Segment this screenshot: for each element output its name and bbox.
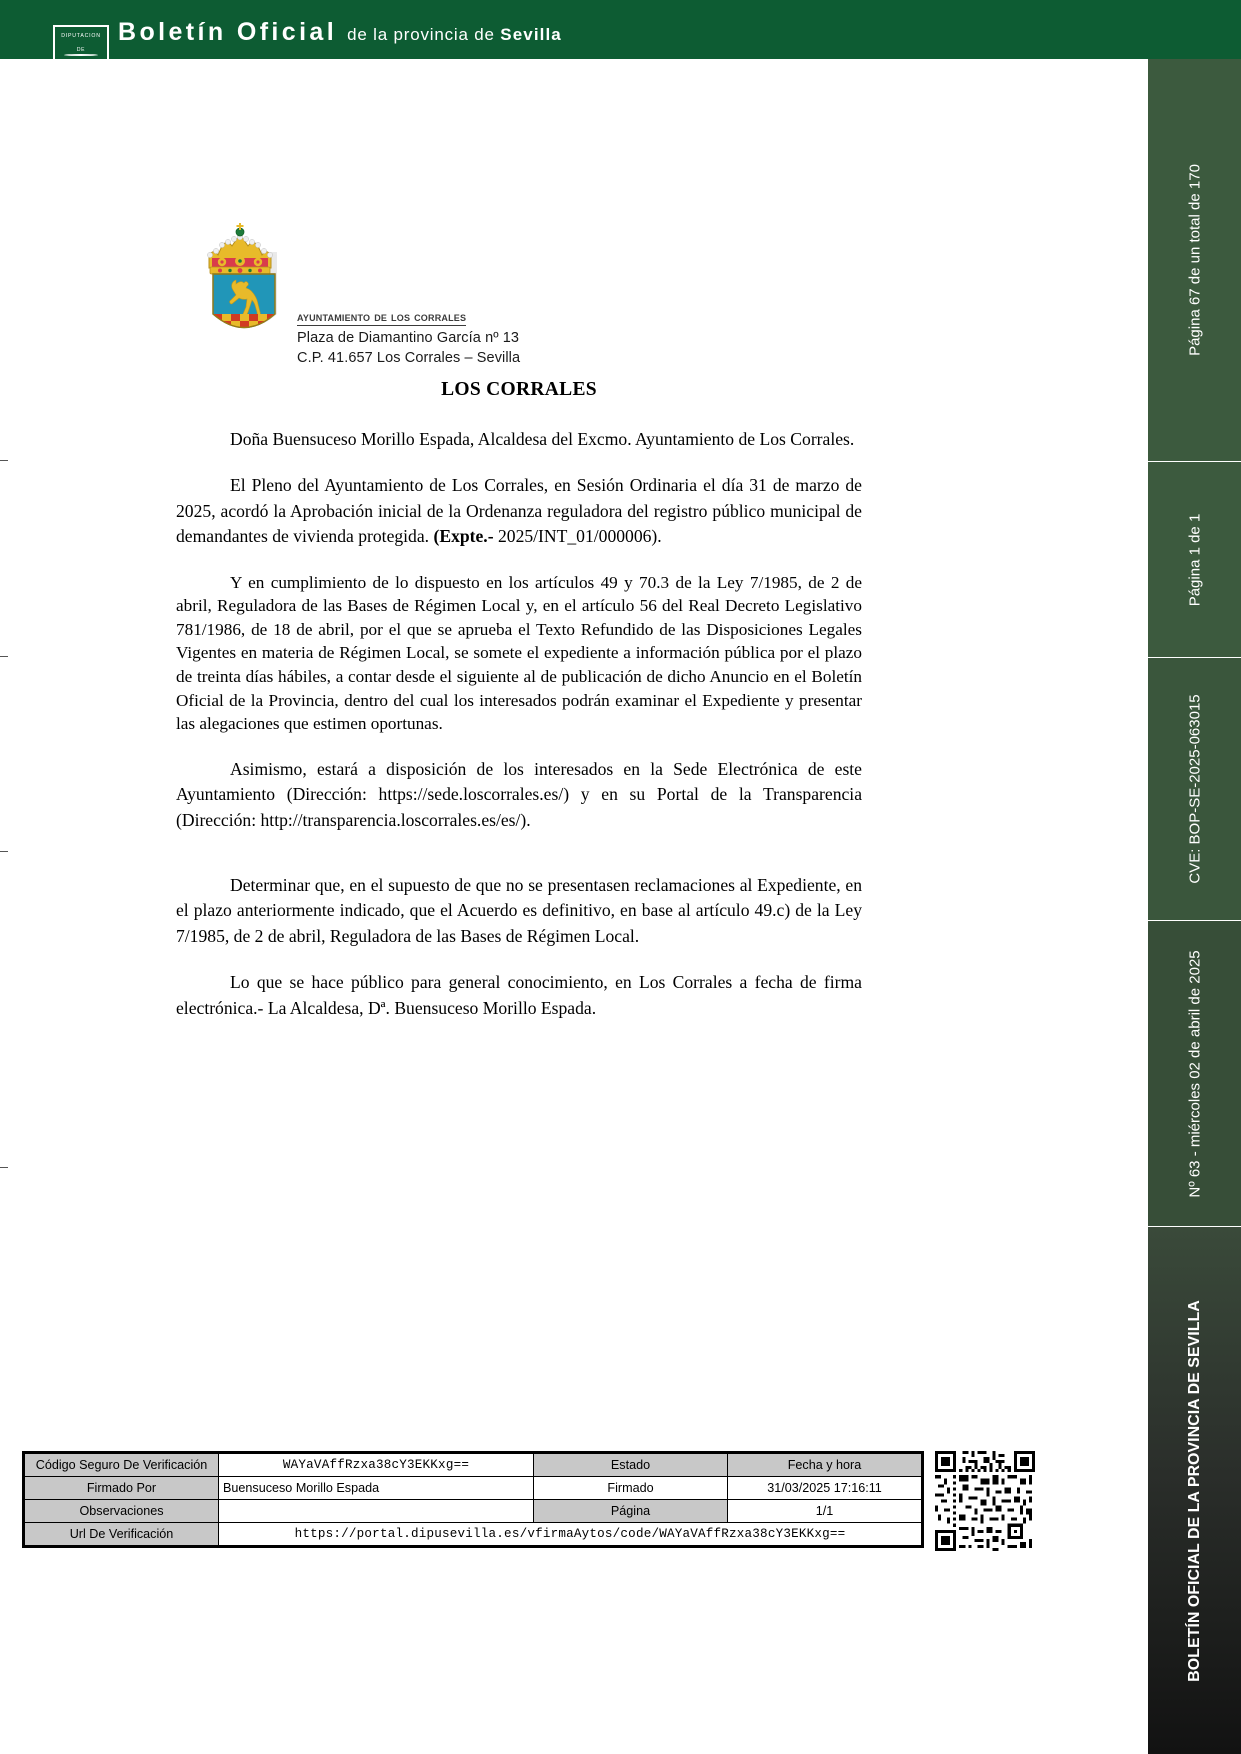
paragraph-determinar: Determinar que, en el supuesto de que no se presentasen reclamaciones al Expediente, en el plazo anteriormente indicado, que el Acuerdo es definitivo, en base al artículo 49.c) de la Ley 7/1985, de 2 de abril, Reguladora de las Bases de Régimen Local. [176,875,862,946]
paragraph-publicacion: Lo que se hace público para general conocimiento, en Los Corrales a fecha de firma electrónica.- La Alcaldesa, Dª. Buensuceso Morillo Espada. [176,972,862,1018]
masthead-banner [0,0,1241,59]
verif-value-estado: Firmado [534,1477,728,1500]
rail-segment-issue-date [1148,921,1241,1226]
verif-label-fecha-hora: Fecha y hora [728,1454,922,1477]
crop-mark-left-1 [0,460,8,461]
verif-value-pagina: 1/1 [728,1500,922,1523]
masthead-subtitle-prefix: de la provincia de [347,25,501,44]
page-title: LOS CORRALES [441,379,597,400]
rail-segment-cve [1148,658,1241,920]
verif-label-csv: Código Seguro De Verificación [25,1454,219,1477]
expediente-rest: 2025/INT_01/000006). [493,526,662,547]
masthead-title: Boletín Oficial [118,18,338,46]
crop-mark-left-4 [0,1167,8,1168]
verification-table [22,1451,924,1548]
page-side-rail [1148,59,1241,1754]
crop-mark-left-3 [0,851,8,852]
letterhead-address-line-1: Plaza de Diamantino García nº 13 [297,330,520,346]
verif-label-url: Url De Verificación [25,1523,219,1546]
rail-text-issue-date: Nº 63 - miércoles 02 de abril de 2025 [1186,949,1203,1198]
rail-segment-page-number [1148,462,1241,657]
letterhead-text-block [297,308,520,366]
table-row [25,1523,922,1546]
expediente-bold: (Expte.- [433,526,494,547]
rail-text-page-of-total: Página 67 de un total de 170 [1186,164,1203,356]
verif-value-observaciones [219,1500,534,1523]
shield-part [213,274,276,342]
logo-de-text: DE [76,47,86,53]
letterhead-address-line-2: C.P. 41.657 Los Corrales – Sevilla [297,350,521,366]
document-content [176,379,862,1042]
coat-of-arms-icon [196,222,284,342]
verif-value-csv: WAYaVAffRzxa38cY3EKKxg== [219,1454,534,1477]
logo-divider [64,54,98,56]
verif-label-firmado-por: Firmado Por [25,1477,219,1500]
verif-value-url[interactable]: https://portal.dipusevilla.es/vfirmaAytos/code/WAYaVAffRzxa38cY3EKKxg== [219,1523,922,1546]
table-row [25,1477,922,1500]
paragraph-acuerdo-text: El Pleno del Ayuntamiento de Los Corrales, en Sesión Ordinaria el día 31 de marzo de 2025, acordó la Aprobación inicial de la Ordenanza reguladora del registro público municipal de demandantes de vivienda protegida. [176,475,862,547]
rail-text-publication-name: BOLETÍN OFICIAL DE LA PROVINCIA DE SEVILLA [1185,1299,1203,1682]
rail-text-page-number: Página 1 de 1 [1186,513,1203,606]
masthead-subtitle [347,25,562,45]
crown-part [207,223,272,274]
paragraph-intro: Doña Buensuceso Morillo Espada, Alcaldesa del Excmo. Ayuntamiento de Los Corrales. [230,429,855,449]
masthead-title-group [118,18,562,47]
verif-value-firmado-por: Buensuceso Morillo Espada [219,1477,534,1500]
logo-arc-text: DIPUTACION [61,33,101,39]
verification-table-grid [24,1453,922,1546]
verif-label-pagina: Página [534,1500,728,1523]
rail-segment-page-of-total [1148,59,1241,461]
rail-segment-publication-name [1148,1227,1241,1754]
table-row [25,1500,922,1523]
paragraph-sede-electronica: Asimismo, estará a disposición de los interesados en la Sede Electrónica de este Ayuntamiento (Dirección: https://sede.loscorrales.es/) y en su Portal de la Transparencia (Dirección: http://transparencia.loscorrales.es/es/). [176,758,862,830]
paragraph-cumplimiento: Y en cumplimiento de lo dispuesto en los artículos 49 y 70.3 de la Ley 7/1985, de 2 de abril, Reguladora de las Bases de Régimen Local y, en el artículo 56 del Real Decreto Legislativo 781/1986, de 18 de abril, por el que se aprueba el Texto Refundido de las Disposiciones Legales Vigentes en materia de Régimen Local, se somete el expediente a información pública por el plazo de treinta días hábiles, a contar desde el siguiente al de publicación de dicho Anuncio en el Boletín Oficial de la Provincia, dentro del cual los interesados podrán examinar el Expediente y presentar las alegaciones que estimen oportunas. [176,572,862,734]
verif-value-fecha-hora: 31/03/2025 17:16:11 [728,1477,922,1500]
paragraph-acuerdo [176,473,862,549]
verif-label-estado: Estado [534,1454,728,1477]
masthead-subtitle-province: Sevilla [500,25,562,44]
qr-code-icon[interactable] [935,1451,1035,1551]
letterhead [196,222,796,366]
table-row [25,1454,922,1477]
rail-text-cve: CVE: BOP-SE-2025-063015 [1186,694,1203,884]
verif-label-observaciones: Observaciones [25,1500,219,1523]
document-page [0,59,1148,1754]
letterhead-organization: ayuntamiento de los corrales [297,309,467,324]
crop-mark-left-2 [0,656,8,657]
